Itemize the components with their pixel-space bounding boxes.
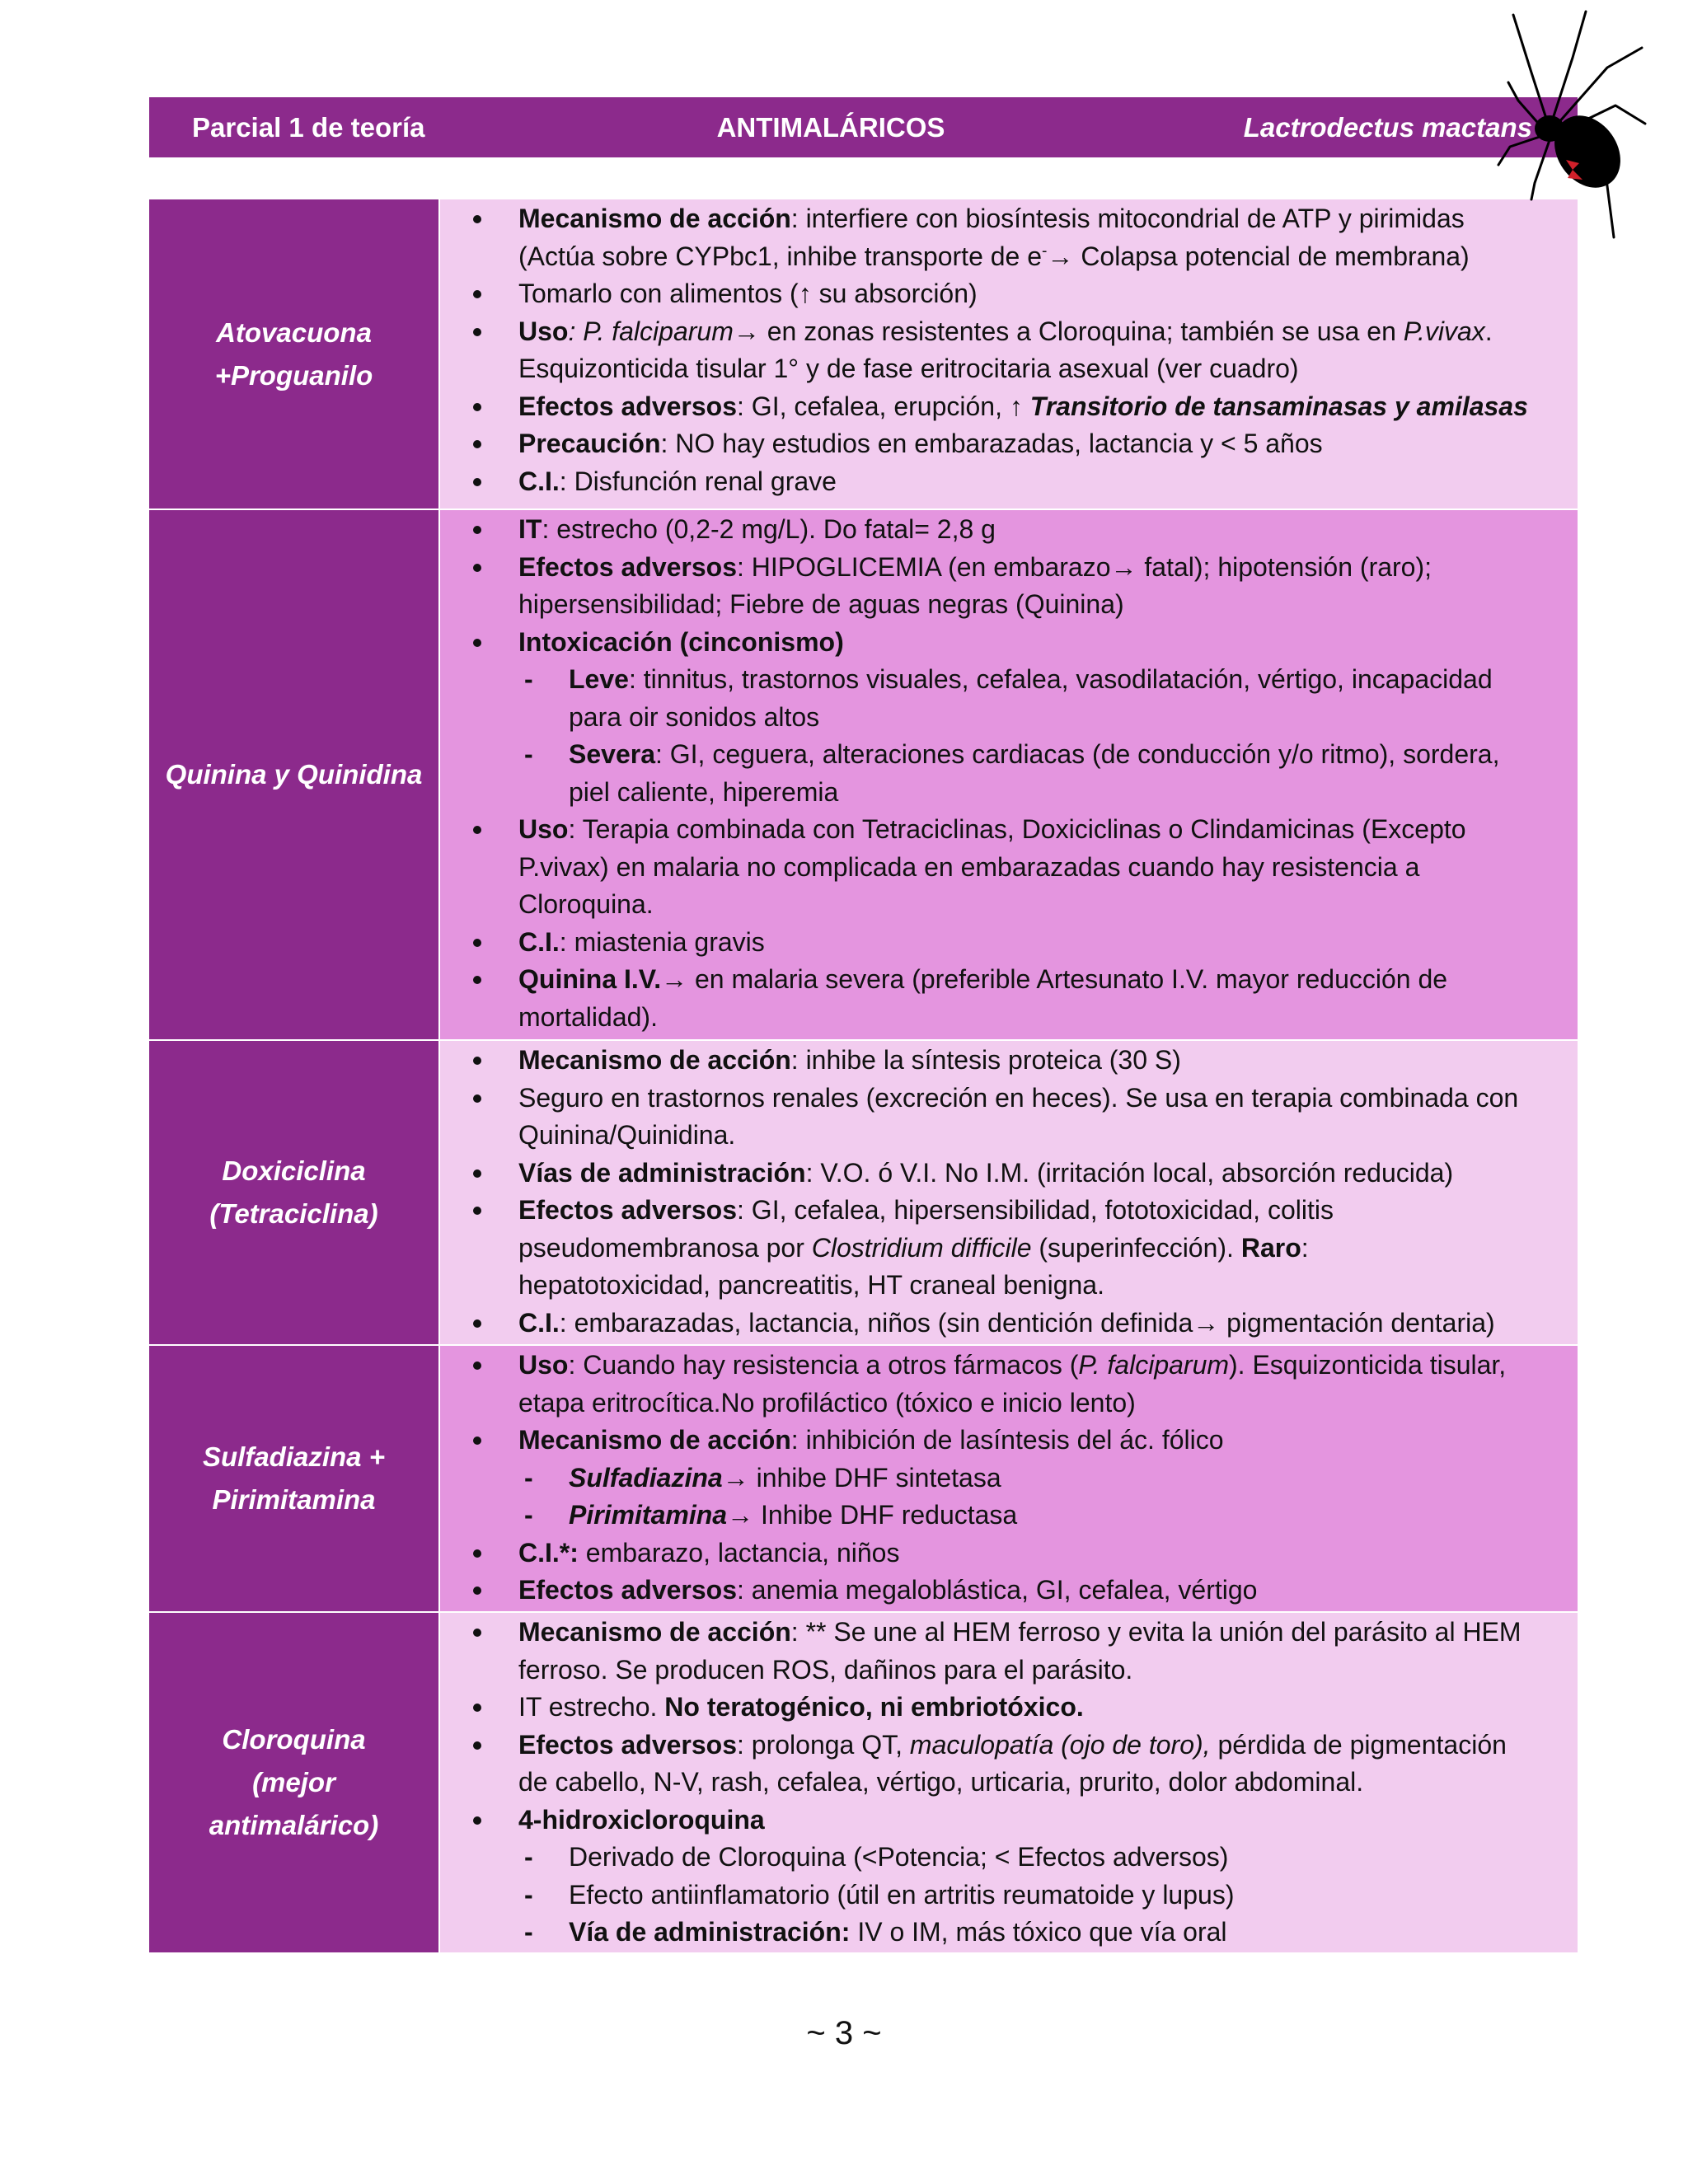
- text-run: Mecanismo de acción: [518, 1425, 791, 1455]
- bullet-item: [440, 425, 1578, 463]
- text-run: :: [1301, 1232, 1309, 1263]
- text-line: [518, 849, 1578, 887]
- drug-details-cell: [438, 199, 1578, 509]
- text-run: : HIPOGLICEMIA (en embarazo→ fatal); hipotensión (raro);: [737, 551, 1432, 582]
- text-run: : Cuando hay resistencia a otros fármacos (: [568, 1350, 1079, 1380]
- text-run: → en zonas resistentes a Cloroquina; también se usa en: [733, 316, 1404, 346]
- bullet-item: [440, 924, 1578, 962]
- text-line: [518, 549, 1578, 587]
- text-line: [518, 961, 1578, 999]
- text-run: : ** Se une al HEM ferroso y evita la unión del parásito al HEM: [790, 1617, 1522, 1647]
- text-run: : Disfunción renal grave: [559, 466, 837, 496]
- text-line: [518, 463, 1578, 501]
- bullet-item: [440, 1305, 1578, 1343]
- text-line: [518, 1042, 1578, 1080]
- drug-table: [149, 199, 1578, 1952]
- bullet-item: [440, 549, 1578, 624]
- text-line: [569, 1460, 1578, 1497]
- text-run: Uso: [518, 1350, 569, 1380]
- text-line: [518, 1385, 1578, 1422]
- text-run: Intoxicación (cinconismo): [518, 626, 844, 657]
- text-line: [518, 1422, 1578, 1460]
- text-run: : embarazadas, lactancia, niños (sin dentición definida→ pigmentación dentaria): [559, 1307, 1495, 1338]
- text-run: Efectos adversos: [518, 1575, 738, 1605]
- header-author: Lactrodectus mactans: [1243, 112, 1532, 143]
- text-run: : V.O. ó V.I. No I.M. (irritación local, absorción reducida): [805, 1157, 1454, 1188]
- text-run: : inhibición de lasíntesis del ác. fólico: [790, 1425, 1224, 1455]
- sub-bullet-item: [440, 661, 1578, 736]
- text-run: Quinina/Quinidina.: [518, 1120, 736, 1150]
- text-run: → inhibe DHF sintetasa: [722, 1462, 1001, 1493]
- bullet-item: [440, 463, 1578, 501]
- drug-name-line: Atovacuona: [216, 316, 372, 348]
- drug-name-line: Quinina y Quinidina: [165, 759, 423, 790]
- bullet-item: [440, 388, 1578, 426]
- page-header-bar: [149, 97, 1578, 157]
- text-run: Efecto antiinflamatorio (útil en artritis reumatoide y lupus): [569, 1879, 1235, 1910]
- bullet-item: [440, 1192, 1578, 1305]
- drug-row: [149, 509, 1578, 1039]
- text-run: Precaución: [518, 429, 661, 458]
- drug-name-line: Doxiciclina: [222, 1155, 366, 1186]
- text-run: Uso: [518, 814, 569, 844]
- drug-name-cell: [149, 1346, 438, 1611]
- drug-name-line: (mejor: [252, 1767, 335, 1797]
- text-run: Severa: [569, 739, 655, 769]
- text-run: C.I.: [518, 926, 560, 957]
- text-line: [518, 388, 1578, 426]
- text-line: [518, 425, 1578, 463]
- header-title: ANTIMALÁRICOS: [716, 112, 945, 143]
- text-run: -: [1042, 241, 1048, 260]
- bullet-item: [440, 961, 1578, 1036]
- text-run: C.I.: [518, 1307, 560, 1338]
- text-run: → Inhibe DHF reductasa: [727, 1500, 1018, 1530]
- text-line: [518, 1614, 1578, 1652]
- text-run: Tomarlo con alimentos (↑ su absorción): [518, 279, 978, 308]
- text-run: C.I.: [518, 466, 560, 496]
- text-line: [569, 699, 1578, 737]
- text-line: [518, 200, 1578, 238]
- bullet-item: [440, 624, 1578, 662]
- text-run: Mecanismo de acción: [518, 1617, 791, 1647]
- text-line: [518, 275, 1578, 313]
- text-run: : anemia megaloblástica, GI, cefalea, vértigo: [737, 1575, 1258, 1605]
- drug-name-line: Cloroquina: [222, 1724, 366, 1755]
- spider-icon: [1484, 8, 1657, 247]
- text-run: P.vivax) en malaria no complicada en embarazadas cuando hay resistencia a: [518, 851, 1420, 882]
- text-run: Efectos adversos: [518, 1195, 738, 1225]
- text-run: : GI, ceguera, alteraciones cardiacas (de conducción y/o ritmo), sordera,: [654, 739, 1500, 769]
- text-run: de cabello, N-V, rash, cefalea, vértigo, urticaria, prurito, dolor abdominal.: [518, 1767, 1364, 1797]
- drug-details-cell: [438, 1613, 1578, 1952]
- text-line: [518, 511, 1578, 549]
- header-course-label: Parcial 1 de teoría: [192, 112, 425, 143]
- bullet-item: [440, 1155, 1578, 1193]
- text-line: [518, 313, 1578, 351]
- text-run: Pirimitamina: [569, 1500, 728, 1530]
- sub-bullet-item: [440, 736, 1578, 811]
- sub-bullet-item: [440, 1497, 1578, 1535]
- drug-name-line: Pirimitamina: [212, 1484, 376, 1515]
- text-line: [569, 1877, 1578, 1915]
- text-run: para oir sonidos altos: [569, 701, 820, 732]
- text-line: [518, 1764, 1578, 1802]
- bullet-item: [440, 1042, 1578, 1080]
- text-line: [518, 1080, 1578, 1118]
- text-run: No teratogénico, ni embriotóxico.: [664, 1692, 1084, 1722]
- text-run: : Terapia combinada con Tetraciclinas, Doxiciclinas o Clindamicinas (Excepto: [568, 814, 1466, 844]
- text-line: [569, 1839, 1578, 1877]
- text-run: Vía de administración:: [569, 1917, 851, 1947]
- text-line: [569, 1914, 1578, 1952]
- text-run: : GI, cefalea, hipersensibilidad, fototoxicidad, colitis: [737, 1195, 1334, 1225]
- drug-row: [149, 1611, 1578, 1952]
- text-run: (Actúa sobre CYPbc1, inhibe transporte de e: [518, 241, 1043, 271]
- text-line: [518, 1535, 1578, 1572]
- text-run: IT estrecho.: [518, 1692, 665, 1722]
- bullet-item: [440, 811, 1578, 924]
- text-run: ). Esquizonticida tisular,: [1229, 1350, 1507, 1380]
- text-run: : NO hay estudios en embarazadas, lactancia y < 5 años: [660, 429, 1323, 458]
- text-run: Mecanismo de acción: [518, 204, 791, 233]
- bullet-item: [440, 1572, 1578, 1610]
- text-run: Transitorio de tansaminasas y amilasas: [1029, 391, 1528, 421]
- bullet-item: [440, 313, 1578, 388]
- text-run: ferroso. Se producen ROS, dañinos para el parásito.: [518, 1654, 1133, 1685]
- text-run: : estrecho (0,2-2 mg/L). Do fatal= 2,8 g: [542, 514, 996, 544]
- sub-bullet-item: [440, 1839, 1578, 1877]
- text-run: piel caliente, hiperemia: [569, 776, 839, 807]
- text-run: : GI, cefalea, erupción, ↑: [737, 391, 1030, 421]
- text-run: Seguro en trastornos renales (excreción en heces). Se usa en terapia combinada con: [518, 1082, 1519, 1113]
- text-line: [518, 1305, 1578, 1343]
- bullet-item: [440, 1689, 1578, 1727]
- bullet-item: [440, 200, 1578, 275]
- drug-name-line: +Proguanilo: [214, 359, 373, 391]
- text-run: Raro: [1240, 1232, 1301, 1263]
- drug-details-cell: [438, 1041, 1578, 1344]
- text-line: [518, 924, 1578, 962]
- text-run: Sulfadiazina: [569, 1462, 723, 1493]
- bullet-item: [440, 275, 1578, 313]
- drug-name-cell: [149, 1041, 438, 1344]
- text-line: [518, 624, 1578, 662]
- text-run: IT: [518, 514, 542, 544]
- text-line: [518, 586, 1578, 624]
- text-line: [518, 350, 1578, 388]
- text-line: [518, 1572, 1578, 1610]
- drug-name-cell: [149, 199, 438, 509]
- bullet-item: [440, 1347, 1578, 1422]
- sub-bullet-item: [440, 1914, 1578, 1952]
- drug-name-cell: [149, 510, 438, 1039]
- text-run: Clostridium difficile: [811, 1232, 1032, 1263]
- text-line: [518, 1192, 1578, 1230]
- text-run: : miastenia gravis: [559, 926, 765, 957]
- text-run: mortalidad).: [518, 1001, 658, 1032]
- text-run: → en malaria severa (preferible Artesunato I.V. mayor reducción de: [661, 964, 1448, 994]
- text-line: [569, 736, 1578, 774]
- text-line: [569, 661, 1578, 699]
- text-run: hepatotoxicidad, pancreatitis, HT craneal benigna.: [518, 1270, 1104, 1300]
- sub-bullet-item: [440, 1877, 1578, 1915]
- text-line: [518, 999, 1578, 1037]
- text-line: [518, 1689, 1578, 1727]
- text-line: [569, 774, 1578, 812]
- text-run: : interfiere con biosíntesis mitocondrial de ATP y pirimidas: [790, 204, 1465, 233]
- text-run: etapa eritrocítica.No profiláctico (tóxico e inicio lento): [518, 1387, 1136, 1418]
- sub-bullet-item: [440, 1460, 1578, 1497]
- text-line: [518, 1727, 1578, 1765]
- text-run: (superinfección).: [1031, 1232, 1241, 1263]
- text-run: embarazo, lactancia, niños: [578, 1537, 900, 1568]
- text-run: Vías de administración: [518, 1157, 806, 1188]
- text-run: maculopatía (ojo de toro),: [909, 1729, 1211, 1760]
- bullet-item: [440, 1802, 1578, 1840]
- drug-name-line: Sulfadiazina +: [203, 1441, 385, 1472]
- bullet-item: [440, 1080, 1578, 1155]
- text-line: [518, 1652, 1578, 1690]
- text-line: [518, 238, 1578, 276]
- text-run: pérdida de pigmentación: [1210, 1729, 1507, 1760]
- text-run: pseudomembranosa por: [518, 1232, 812, 1263]
- text-run: Efectos adversos: [518, 391, 738, 421]
- drug-row: [149, 1039, 1578, 1344]
- text-line: [518, 886, 1578, 924]
- bullet-item: [440, 1614, 1578, 1689]
- text-run: P.vivax: [1403, 316, 1485, 346]
- text-line: [569, 1497, 1578, 1535]
- text-run: Uso: [518, 316, 569, 346]
- text-run: C.I.*:: [518, 1537, 579, 1568]
- bullet-item: [440, 511, 1578, 549]
- text-run: Efectos adversos: [518, 551, 738, 582]
- bullet-item: [440, 1535, 1578, 1572]
- text-run: Cloroquina.: [518, 889, 654, 919]
- page-number: ~ 3 ~: [806, 2015, 882, 2051]
- text-line: [518, 811, 1578, 849]
- text-run: 4-hidroxicloroquina: [518, 1804, 765, 1835]
- text-run: Mecanismo de acción: [518, 1045, 791, 1075]
- text-line: [518, 1267, 1578, 1305]
- drug-details-cell: [438, 510, 1578, 1039]
- drug-details-cell: [438, 1346, 1578, 1611]
- drug-name-line: (Tetraciclina): [209, 1198, 378, 1229]
- text-run: Esquizonticida tisular 1° y de fase eritrocitaria asexual (ver cuadro): [518, 354, 1299, 383]
- bullet-item: [440, 1422, 1578, 1460]
- text-line: [518, 1802, 1578, 1840]
- text-run: P. falciparum: [1078, 1350, 1230, 1380]
- drug-row: [149, 1344, 1578, 1611]
- text-run: Leve: [569, 664, 629, 694]
- text-line: [518, 1155, 1578, 1193]
- text-run: Quinina I.V.: [518, 964, 662, 994]
- text-run: .: [1484, 316, 1493, 346]
- text-run: : P. falciparum: [568, 316, 734, 346]
- drug-row: [149, 199, 1578, 509]
- text-line: [518, 1117, 1578, 1155]
- text-run: Derivado de Cloroquina (<Potencia; < Efectos adversos): [569, 1842, 1229, 1872]
- text-run: : tinnitus, trastornos visuales, cefalea, vasodilatación, vértigo, incapacidad: [628, 664, 1493, 694]
- text-run: hipersensibilidad; Fiebre de aguas negras (Quinina): [518, 589, 1124, 619]
- text-line: [518, 1230, 1578, 1268]
- drug-name-line: antimalárico): [209, 1810, 379, 1840]
- text-run: IV o IM, más tóxico que vía oral: [850, 1917, 1227, 1947]
- text-line: [518, 1347, 1578, 1385]
- text-run: Efectos adversos: [518, 1729, 738, 1760]
- text-run: → Colapsa potencial de membrana): [1047, 241, 1470, 271]
- text-run: : prolonga QT,: [737, 1729, 910, 1760]
- text-run: : inhibe la síntesis proteica (30 S): [790, 1045, 1181, 1075]
- drug-name-cell: [149, 1613, 438, 1952]
- bullet-item: [440, 1727, 1578, 1802]
